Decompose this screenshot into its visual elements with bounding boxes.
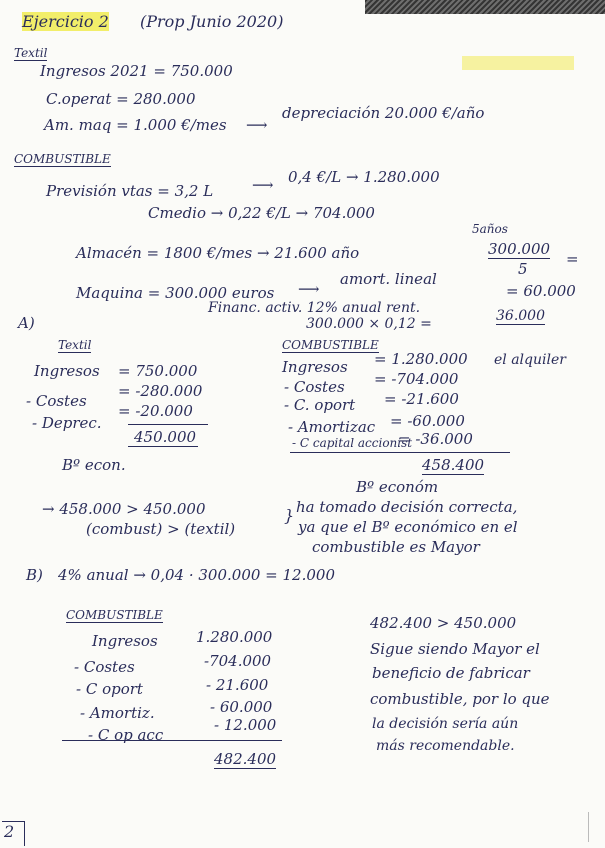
comb-row-value: = -60.000 — [390, 412, 465, 430]
b-row-value: 1.280.000 — [196, 628, 273, 646]
amort-lineal: amort. lineal — [340, 270, 437, 288]
conclusion-a-line: ha tomado decisión correcta, — [296, 498, 518, 516]
years-label: 5años — [472, 222, 508, 236]
b-row-label: - C op acc — [88, 726, 164, 744]
page-number: 2 — [2, 821, 25, 846]
comb-row-label: - C capital accionist — [292, 436, 413, 450]
arrow-icon: ⟶ — [246, 116, 268, 134]
textil-depreciacion: depreciación 20.000 €/año — [282, 104, 485, 122]
brace-icon: } — [284, 506, 295, 525]
comb-prevision: Previsión vtas = 3,2 L — [46, 182, 214, 200]
exercise-title: Ejercicio 2 — [22, 12, 109, 31]
conclusion-b-line: combustible, por lo que — [370, 690, 550, 708]
comb-almacen: Almacén = 1800 €/mes → 21.600 año — [76, 244, 360, 262]
exercise-subtitle: (Prop Junio 2020) — [140, 12, 284, 31]
redacted-scribble — [365, 0, 605, 14]
textil-heading: Textil — [14, 46, 48, 60]
financ-label: Financ. activ. 12% anual rent. — [208, 300, 421, 316]
b-row-label: - Costes — [74, 658, 135, 676]
conclusion-b-line: la decisión sería aún — [372, 716, 519, 732]
comb-note: el alquiler — [494, 352, 566, 368]
textil-row-label: Ingresos — [34, 362, 100, 380]
part-a-label: A) — [18, 314, 35, 332]
b-row-label: - C oport — [76, 680, 143, 698]
part-b-line: 4% anual → 0,04 · 300.000 = 12.000 — [58, 566, 335, 584]
comb-cmedio: Cmedio → 0,22 €/L → 704.000 — [148, 204, 375, 222]
sum-line — [290, 452, 510, 453]
compare-line-1: → 458.000 > 450.000 — [42, 500, 206, 518]
comb-row-label: Ingresos — [282, 358, 348, 376]
conclusion-b-line: Sigue siendo Mayor el — [370, 640, 540, 658]
part-a-comb-heading: COMBUSTIBLE — [282, 338, 379, 352]
b-row-value: -704.000 — [204, 652, 272, 670]
textil-row-value: = 750.000 — [118, 362, 198, 380]
part-b-label: B) — [26, 566, 43, 584]
arrow-icon: ⟶ — [252, 176, 274, 194]
textil-row-label: - Costes — [26, 392, 87, 410]
textil-coperat: C.operat = 280.000 — [46, 90, 196, 108]
compare-line-2: (combust) > (textil) — [86, 520, 236, 538]
textil-ingresos: Ingresos 2021 = 750.000 — [40, 62, 233, 80]
conclusion-b-line: más recomendable. — [376, 738, 515, 754]
b-row-value: - 60.000 — [210, 698, 273, 716]
part-a-textil-heading: Textil — [58, 338, 92, 352]
conclusion-a-line: combustible es Mayor — [312, 538, 480, 556]
textil-row-value: = -280.000 — [118, 382, 203, 400]
b-row-label: Ingresos — [92, 632, 158, 650]
comb-row-label: - Amortizac — [288, 418, 376, 436]
b-row-value: - 21.600 — [206, 676, 269, 694]
textil-caption: Bº econ. — [62, 456, 126, 474]
comb-row-value: = 1.280.000 — [374, 350, 468, 368]
comb-row-label: - Costes — [284, 378, 345, 396]
comb-prevision-result: 0,4 €/L → 1.280.000 — [288, 168, 440, 186]
sum-line — [128, 424, 208, 425]
fraction-numerator: 300.000 — [488, 240, 551, 258]
comb-row-value: = -36.000 — [398, 430, 473, 448]
comb-row-label: - C. oport — [284, 396, 356, 414]
b-total: 482.400 — [214, 750, 277, 768]
comb-total: 458.400 — [422, 456, 485, 474]
equals-sign: = — [566, 250, 579, 268]
b-row-label: - Amortiz. — [80, 704, 155, 722]
combustible-heading: COMBUSTIBLE — [14, 152, 111, 166]
b-row-value: - 12.000 — [214, 716, 277, 734]
total-underline — [128, 446, 198, 447]
b-compare: 482.400 > 450.000 — [370, 614, 517, 632]
comb-caption: Bº económ — [356, 478, 439, 496]
textil-row-label: - Deprec. — [32, 414, 102, 432]
highlight-mark — [462, 56, 574, 70]
sum-line — [62, 740, 282, 741]
textil-total: 450.000 — [134, 428, 197, 446]
arrow-icon: ⟶ — [298, 280, 320, 298]
fraction-result: = 60.000 — [506, 282, 576, 300]
comb-maquina: Maquina = 300.000 euros — [76, 284, 275, 302]
comb-row-value: = -21.600 — [384, 390, 459, 408]
financ-result: 300.000 × 0,12 = — [306, 316, 432, 332]
page-edge-mark — [588, 812, 599, 842]
financ-value: 36.000 — [496, 308, 545, 324]
textil-row-value: = -20.000 — [118, 402, 193, 420]
conclusion-a-line: ya que el Bº económico en el — [298, 518, 518, 536]
conclusion-b-line: beneficio de fabricar — [372, 664, 530, 682]
fraction-denominator: 5 — [518, 260, 528, 278]
comb-row-value: = -704.000 — [374, 370, 459, 388]
part-b-heading: COMBUSTIBLE — [66, 608, 163, 622]
textil-amort: Am. maq = 1.000 €/mes — [44, 116, 227, 134]
